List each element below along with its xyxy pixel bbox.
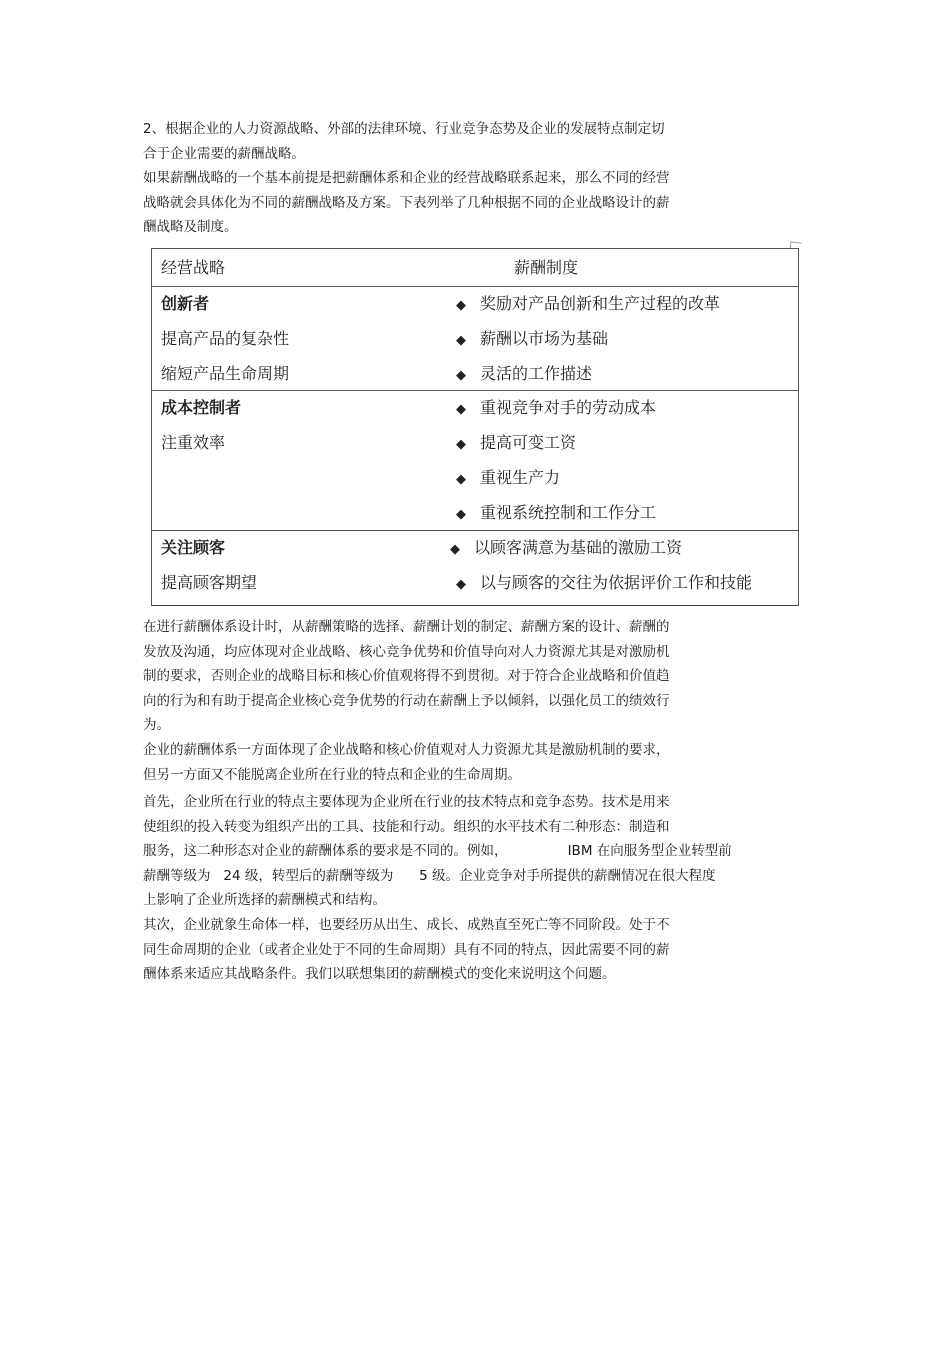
table-right-item: [456, 495, 656, 530]
diamond-bullet-icon: ◆: [456, 437, 466, 452]
diamond-bullet-icon: ◆: [450, 542, 460, 557]
text-line: 发放及沟通，均应体现对企业战略、核心竞争优势和价值导向对人力资源尤其是对激励机: [143, 643, 670, 660]
diamond-bullet-icon: ◆: [456, 368, 466, 383]
pay-item-text: 提高可变工资: [480, 433, 577, 452]
strategy-pay-table: [151, 248, 799, 606]
body-paragraph-4: [143, 913, 783, 987]
table-right-item: [456, 460, 560, 495]
body-paragraph-1: [143, 615, 783, 738]
diamond-bullet-icon: ◆: [456, 507, 466, 522]
text-line: 薪酬等级为 24 级，转型后的薪酬等级为 5 级。企业竞争对手所提供的薪酬情况在很大程度: [143, 867, 716, 884]
table-right-item: [456, 390, 656, 425]
text-line: 同生命周期的企业（或者企业处于不同的生命周期）具有不同的特点，因此需要不同的薪: [143, 941, 670, 958]
text-line: 如果薪酬战略的一个基本前提是把薪酬体系和企业的经营战略联系起来，那么不同的经营: [143, 170, 670, 186]
intro-paragraph: [143, 117, 783, 240]
table-right-item: [450, 530, 682, 565]
text-line: 向的行为和有助于提高企业核心竞争优势的行动在薪酬上予以倾斜，以强化员工的绩效行: [143, 692, 670, 709]
diamond-bullet-icon: ◆: [456, 577, 466, 592]
table-right-item: [456, 565, 752, 600]
table-header-strategy: 经营战略: [161, 258, 226, 277]
text-line: 为。: [143, 717, 170, 733]
table-right-item: [456, 321, 608, 356]
diamond-bullet-icon: ◆: [456, 333, 466, 348]
pay-item-text: 重视系统控制和工作分工: [480, 503, 657, 522]
body-paragraph-3: [143, 790, 783, 913]
pay-item-text: 重视生产力: [480, 468, 561, 487]
text-line: 制的要求，否则企业的战略目标和核心价值观将得不到贯彻。对于符合企业战略和价值趋: [143, 668, 670, 684]
pay-item-text: 奖励对产品创新和生产过程的改革: [480, 294, 721, 313]
section-title-innovator: 创新者: [161, 294, 210, 313]
diamond-bullet-icon: ◆: [456, 472, 466, 487]
text-line: 但另一方面又不能脱离企业所在行业的特点和企业的生命周期。: [143, 766, 521, 783]
pay-item-text: 以顾客满意为基础的激励工资: [474, 538, 683, 557]
table-right-item: [456, 286, 720, 321]
pay-item-text: 重视竞争对手的劳动成本: [480, 398, 657, 417]
text-line: 在进行薪酬体系设计时，从薪酬策略的选择、薪酬计划的制定、薪酬方案的设计、薪酬的: [143, 619, 670, 635]
diamond-bullet-icon: ◆: [456, 402, 466, 417]
section-title-cost-controller: 成本控制者: [161, 398, 242, 417]
pay-item-text: 灵活的工作描述: [480, 364, 593, 383]
text-line: 使组织的投入转变为组织产出的工具、技能和行动。组织的水平技术有二种形态：制造和: [143, 818, 670, 835]
table-right-item: [456, 356, 592, 391]
table-right-item: [456, 425, 576, 460]
text-line: 酬体系来适应其战略条件。我们以联想集团的薪酬模式的变化来说明这个问题。: [143, 966, 616, 982]
text-line: 上影响了企业所选择的薪酬模式和结构。: [143, 892, 386, 908]
text-line: 2、根据企业的人力资源战略、外部的法律环境、行业竞争态势及企业的发展特点制定切: [143, 121, 665, 137]
table-header-pay-system: 薪酬制度: [514, 258, 579, 277]
table-left-item: 注重效率: [161, 433, 226, 452]
text-line: 服务，这二种形态对企业的薪酬体系的要求是不同的。例如， IBM 在向服务型企业转型前: [143, 843, 732, 859]
text-line: 酬战略及制度。: [143, 219, 238, 235]
table-left-item: 提高产品的复杂性: [161, 329, 290, 348]
section-title-customer-focus: 关注顾客: [161, 538, 226, 557]
table-left-item: 提高顾客期望: [161, 573, 258, 592]
text-line: 战略就会具体化为不同的薪酬战略及方案。下表列举了几种根据不同的企业战略设计的薪: [143, 194, 670, 211]
text-line: 首先，企业所在行业的特点主要体现为企业所在行业的技术特点和竞争态势。技术是用来: [143, 794, 670, 810]
diamond-bullet-icon: ◆: [456, 298, 466, 313]
table-left-item: 缩短产品生命周期: [161, 364, 290, 383]
body-paragraph-2: [143, 738, 783, 787]
pay-item-text: 以与顾客的交往为依据评价工作和技能: [480, 573, 753, 592]
text-line: 其次，企业就象生命体一样，也要经历从出生、成长、成熟直至死亡等不同阶段。处于不: [143, 917, 670, 933]
text-line: 企业的薪酬体系一方面体现了企业战略和核心价值观对人力资源尤其是激励机制的要求，: [143, 742, 670, 758]
text-line: 合于企业需要的薪酬战略。: [143, 145, 305, 162]
pay-item-text: 薪酬以市场为基础: [480, 329, 609, 348]
